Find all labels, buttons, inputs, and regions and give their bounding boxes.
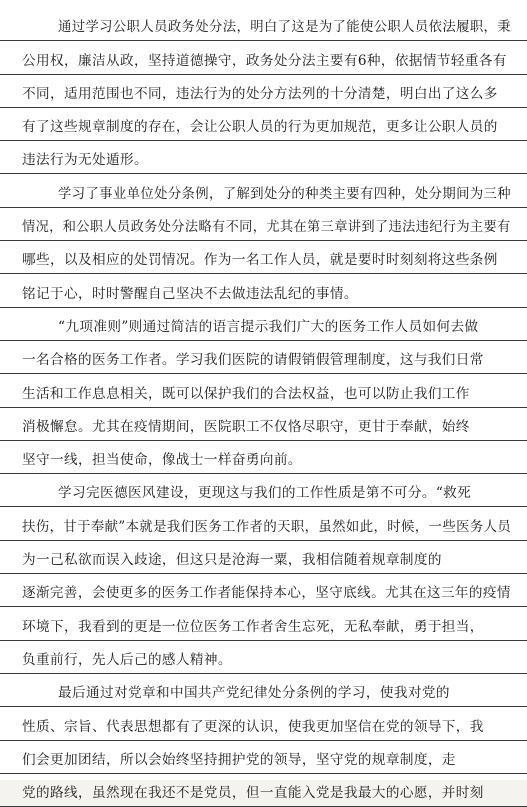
document-line [0, 707, 527, 740]
line-text: 哪些，以及相应的处罚情况。作为一名工作人员，就是要时时刻刻将这些条例 [22, 252, 498, 269]
line-text: 逐渐完善，会使更多的医务工作者能保持本心，坚守底线。尤其在这三年的疫情 [22, 585, 511, 602]
line-text: “九项准则”则通过简洁的语言提示我们广大的医务工作人员如何去做 [58, 318, 479, 335]
document-line [0, 541, 527, 574]
line-text: 党的路线，虽然现在我还不是党员，但一直能入党是我最大的心愿，并时刻 [22, 785, 484, 802]
document-line [0, 341, 527, 374]
line-text: 公用权，廉洁从政，坚持道德操守，政务处分法主要有6种，依据情节轻重各有 [22, 52, 507, 69]
line-text: 学习完医德医风建设，更现这与我们的工作性质是第不可分。“救死 [58, 485, 472, 502]
line-text: 消极懈怠。尤其在疫情期间，医院职工不仅恪尽职守，更甘于奉献，始终 [22, 418, 470, 435]
line-text: 最后通过对党章和中国共产党纪律处分条例的学习，使我对党的 [58, 685, 450, 702]
line-text: 负重前行，先人后己的感人精神。 [22, 651, 232, 668]
line-text: 情况，和公职人员政务处分法略有不同，尤其在第三章讲到了违法违纪行为主要有 [22, 219, 511, 236]
line-text: 环境下，我看到的更是一位位医务工作者舍生忘死，无私奉献，勇于担当， [22, 618, 484, 635]
document-line [0, 274, 527, 307]
document-line [0, 8, 527, 41]
document-line [0, 741, 527, 774]
document-line [0, 41, 527, 74]
document-line [0, 75, 527, 108]
line-text: 坚守一线，担当使命，像战士一样奋勇向前。 [22, 452, 302, 469]
document-line [0, 141, 527, 174]
document-line [0, 308, 527, 341]
line-text: 扶伤，甘于奉献”本就是我们医务工作者的天职，虽然如此，时候，一些医务人员 [22, 518, 512, 535]
document-line [0, 574, 527, 607]
document-line [0, 674, 527, 707]
line-text: 铭记于心，时时警醒自己坚决不去做违法乱纪的事情。 [22, 285, 358, 302]
line-text: 学习了事业单位处分条例，了解到处分的种类主要有四种，处分期间为三种 [58, 185, 512, 202]
document-line [0, 108, 527, 141]
line-text: 们会更加团结，所以会始终坚持拥护党的领导，坚守党的规章制度，走 [22, 751, 456, 768]
document-line [0, 641, 527, 674]
document-line [0, 241, 527, 274]
document-line [0, 507, 527, 540]
line-text: 性质、宗旨、代表思想都有了更深的认识，使我更加坚信在党的领导下，我 [22, 718, 484, 735]
document-line [0, 374, 527, 407]
line-text: 违法行为无处遁形。 [22, 152, 148, 169]
document-line [0, 208, 527, 241]
line-text: 一名合格的医务工作者。学习我们医院的请假销假管理制度，这与我们日常 [22, 352, 484, 369]
document-line [0, 441, 527, 474]
line-text: 通过学习公职人员政务处分法，明白了这是为了能使公职人员依法履职，秉 [58, 19, 512, 36]
document-line [0, 174, 527, 207]
document-line [0, 774, 527, 807]
line-text: 有了这些规章制度的存在，会让公职人员的行为更加规范，更多让公职人员的 [22, 119, 498, 136]
line-text: 生活和工作息息相关，既可以保护我们的合法权益，也可以防止我们工作 [22, 385, 470, 402]
document-line [0, 408, 527, 441]
line-text: 不同，适用范围也不同，违法行为的处分方法列的十分清楚，明白出了这么多 [22, 85, 498, 102]
line-text: 为一己私欲而误入歧途，但这只是沧海一粟，我相信随着规章制度的 [22, 552, 442, 569]
document-line [0, 474, 527, 507]
document-line [0, 607, 527, 640]
